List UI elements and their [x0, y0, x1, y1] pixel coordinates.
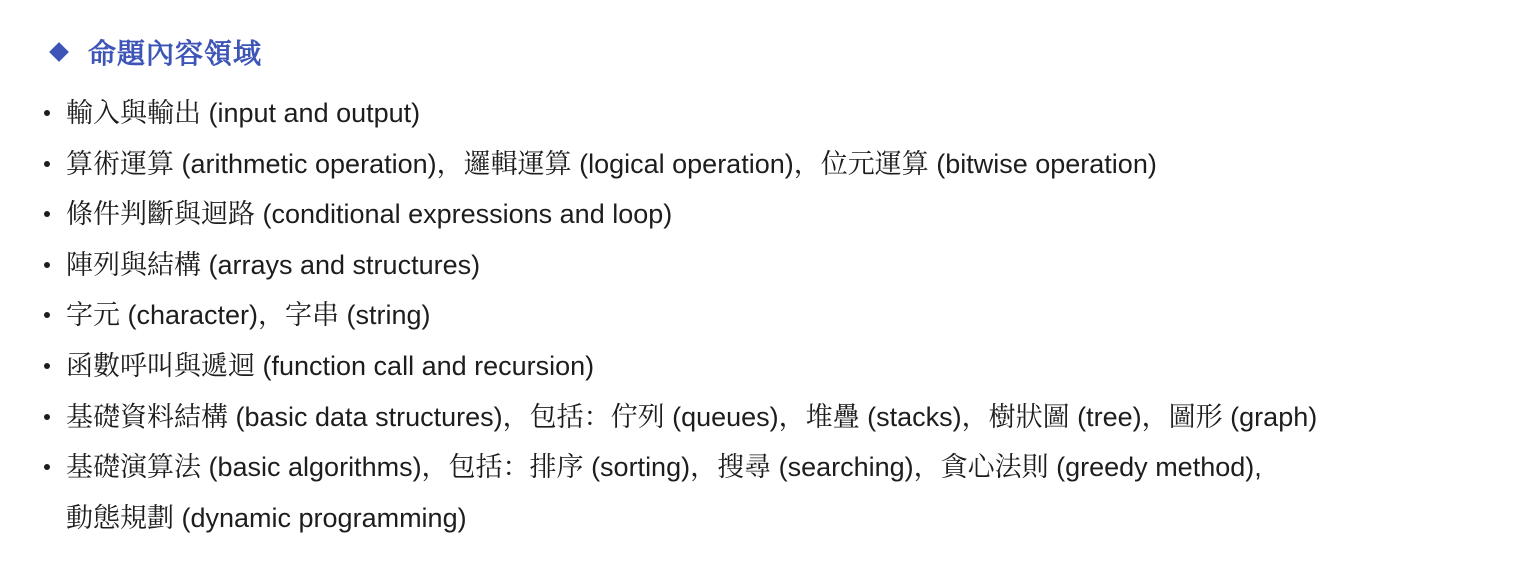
list-item-text: 算術運算 (arithmetic operation)，邏輯運算 (logical operation)，位元運算 (bitwise operation): [66, 148, 1157, 179]
list-item-text: 輸入與輸出 (input and output): [66, 98, 421, 128]
bullet-icon: [44, 363, 50, 369]
bullet-icon: [44, 464, 50, 470]
list-item: [44, 139, 1504, 190]
bullet-icon: [44, 211, 50, 217]
list-item: [44, 341, 1504, 392]
bullet-icon: [44, 414, 50, 420]
topic-list: [44, 88, 1504, 543]
list-item-continuation: 動態規劃 (dynamic programming): [66, 502, 467, 533]
list-item-text: 陣列與結構 (arrays and structures): [66, 249, 481, 280]
bullet-icon: [44, 312, 50, 318]
list-item: [44, 442, 1504, 543]
bullet-icon: [44, 161, 50, 167]
section-heading: [44, 30, 1504, 74]
list-item-text: 條件判斷與迴路 (conditional expressions and loop): [66, 199, 673, 230]
bullet-icon: [44, 110, 50, 116]
list-item-text: 字元 (character)，字串 (string): [66, 300, 431, 331]
list-item-text: 基礎演算法 (basic algorithms)，包括：排序 (sorting)，搜尋 (searching)，貪心法則 (greedy method),: [66, 452, 1262, 483]
list-item: [44, 290, 1504, 341]
list-item: [44, 88, 1504, 139]
section-heading-text: 命題內容領域: [88, 38, 263, 69]
list-item-text: 函數呼叫與遞迴 (function call and recursion): [66, 350, 595, 381]
bullet-icon: [44, 262, 50, 268]
list-item: [44, 189, 1504, 240]
list-item: [44, 240, 1504, 291]
diamond-icon: [49, 42, 69, 62]
content-section: [44, 30, 1504, 543]
list-item: [44, 392, 1504, 443]
list-item-text: 基礎資料結構 (basic data structures)，包括：佇列 (queues)，堆疊 (stacks)，樹狀圖 (tree)，圖形 (graph): [66, 401, 1318, 432]
